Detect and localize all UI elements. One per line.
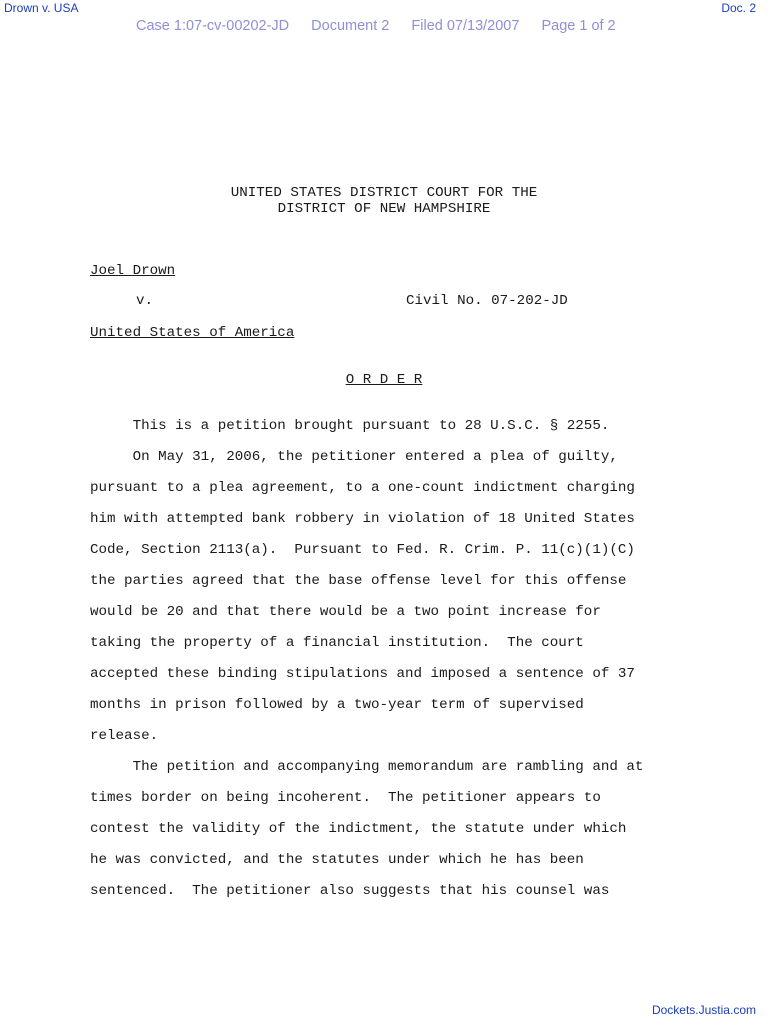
doc-number-link[interactable]: Doc. 2: [721, 1, 756, 15]
body-line: Code, Section 2113(a). Pursuant to Fed. R. Crim. P. 11(c)(1)(C): [90, 542, 635, 558]
body-line: On May 31, 2006, the petitioner entered a plea of guilty,: [90, 449, 618, 465]
case-title-link[interactable]: Drown v. USA: [4, 1, 79, 15]
plaintiff-name: Joel Drown: [90, 263, 176, 279]
page-indicator: Page 1 of 2: [541, 18, 616, 34]
versus-label: v.: [136, 293, 154, 309]
body-line: release.: [90, 728, 159, 744]
filed-date: Filed 07/13/2007: [411, 18, 520, 34]
body-line: the parties agreed that the base offense level for this offense: [90, 573, 627, 589]
body-line: times border on being incoherent. The petitioner appears to: [90, 790, 601, 806]
document-number: Document 2: [311, 18, 390, 34]
body-line: This is a petition brought pursuant to 28 U.S.C. § 2255.: [90, 418, 610, 434]
court-name-line-1: UNITED STATES DISTRICT COURT FOR THE: [230, 185, 538, 201]
civil-case-number: Civil No. 07-202-JD: [406, 293, 568, 309]
body-line: sentenced. The petitioner also suggests that his counsel was: [90, 883, 610, 899]
case-number: Case 1:07-cv-00202-JD: [136, 18, 290, 34]
body-line: he was convicted, and the statutes under which he has been: [90, 852, 584, 868]
filing-header-stamp: [136, 18, 634, 34]
order-title: O R D E R: [345, 372, 423, 388]
body-line: him with attempted bank robbery in violation of 18 United States: [90, 511, 635, 527]
body-line: pursuant to a plea agreement, to a one-count indictment charging: [90, 480, 635, 496]
body-line: accepted these binding stipulations and imposed a sentence of 37: [90, 666, 635, 682]
body-line: contest the validity of the indictment, the statute under which: [90, 821, 627, 837]
body-line: months in prison followed by a two-year term of supervised: [90, 697, 584, 713]
defendant-name: United States of America: [90, 325, 295, 341]
body-line: taking the property of a financial institution. The court: [90, 635, 584, 651]
body-line: The petition and accompanying memorandum are rambling and at: [90, 759, 644, 775]
body-line: would be 20 and that there would be a two point increase for: [90, 604, 601, 620]
court-name-line-2: DISTRICT OF NEW HAMPSHIRE: [277, 201, 491, 217]
justia-dockets-link[interactable]: Dockets.Justia.com: [651, 1003, 756, 1017]
